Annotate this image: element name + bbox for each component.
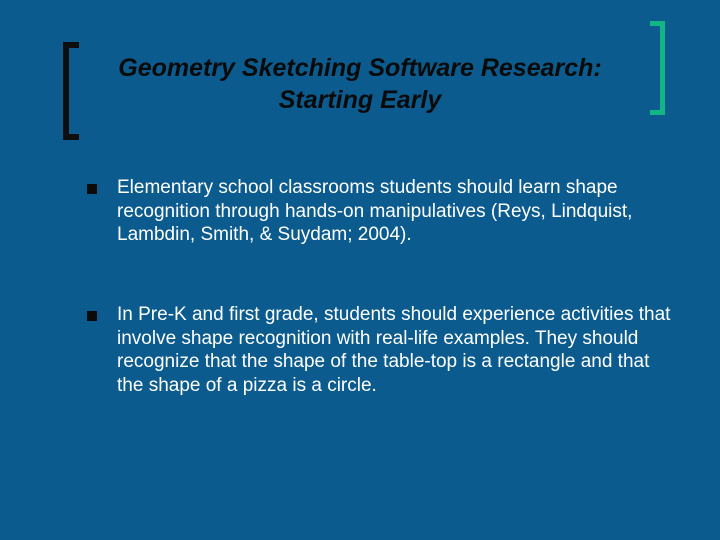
square-bullet-icon: [87, 311, 97, 321]
square-bullet-icon: [87, 184, 97, 194]
title-right-bracket: [650, 21, 665, 115]
slide-title-line-1: Geometry Sketching Software Research:: [118, 54, 602, 82]
bullet-text: Elementary school classrooms students should learn shape recognition through hands-on manipulatives (Reys, Lindquist, Lambdin, Smith, & Suydam; 2004).: [117, 177, 633, 245]
slide-title-line-2: Starting Early: [278, 86, 442, 114]
bullet-text: In Pre-K and first grade, students should experience activities that involve shape recognition with real-life examples. They should recognize that the shape of the table-top is a rectangle and that the shape of a pizza is a circle.: [117, 304, 671, 396]
title-left-bracket: [63, 42, 79, 140]
slide-title: [80, 52, 640, 116]
